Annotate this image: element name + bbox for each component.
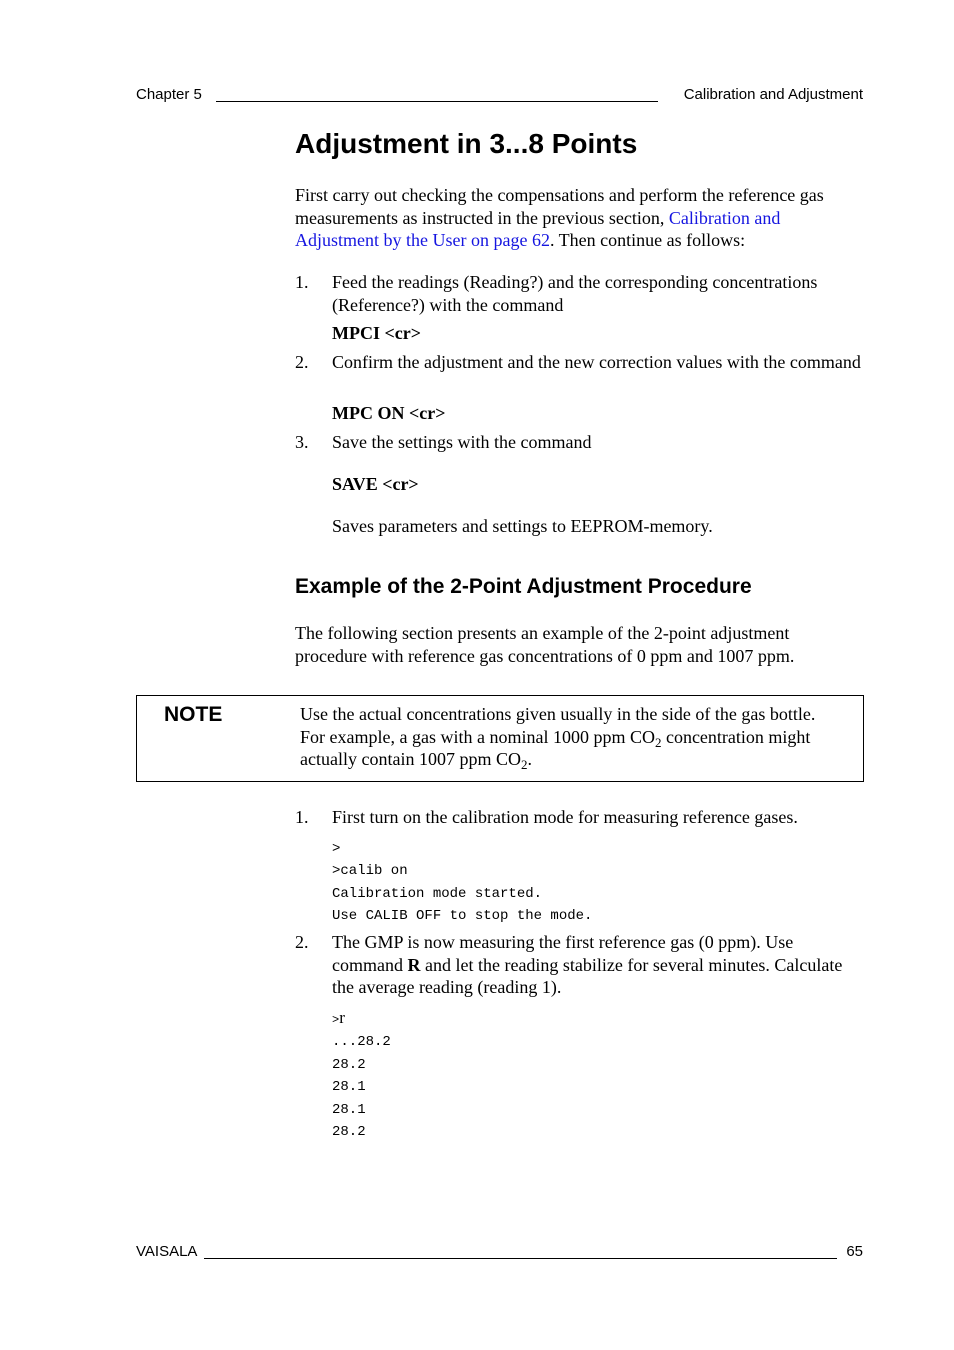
step-number: 1. [295, 807, 309, 827]
note-line: . [527, 749, 532, 769]
command-text: MPCI <cr> [332, 323, 421, 343]
intro-text: First carry out checking the compensations and perform the reference gas measurements as instructed in the previous section, [295, 185, 824, 228]
step-text-part: The GMP is now measuring the first reference gas (0 ppm). Use command [332, 932, 794, 975]
header-rule [216, 101, 658, 102]
prompt: > [332, 1013, 340, 1027]
note-line: Use the actual concentrations given usually in the side of the gas bottle. [300, 704, 816, 724]
page-number: 65 [846, 1243, 863, 1260]
step-text: Confirm the adjustment and the new correction values with the command [332, 352, 861, 372]
code-line: Use CALIB OFF to stop the mode. [332, 908, 593, 925]
prompt-command: r [339, 1008, 345, 1027]
code-line: Calibration mode started. [332, 885, 543, 902]
chapter-label: Chapter 5 [136, 86, 202, 103]
note-box [136, 695, 864, 782]
page-title: Adjustment in 3...8 Points [295, 128, 638, 159]
note-text [300, 703, 860, 771]
code-line: 28.2 [332, 1124, 366, 1141]
note-line: concentration might [661, 726, 811, 747]
step-number: 2. [295, 352, 309, 372]
step-text [332, 931, 865, 999]
cross-reference-link[interactable]: Calibration and Adjustment by the User on page 62 [295, 207, 781, 250]
section-label: Calibration and Adjustment [683, 86, 863, 103]
subscript: 2 [520, 757, 528, 772]
note-line: actually contain 1007 ppm CO [300, 749, 521, 769]
intro-text-end: . Then continue as follows: [549, 230, 746, 250]
page-header [136, 86, 863, 106]
intro-paragraph [295, 184, 865, 252]
step-text: First turn on the calibration mode for measuring reference gases. [332, 807, 798, 827]
command-text: MPC ON <cr> [332, 403, 446, 423]
code-line: >calib on [332, 863, 408, 880]
code-line: ...28.2 [332, 1034, 391, 1051]
code-line: 28.1 [332, 1079, 366, 1096]
footer-rule [204, 1258, 837, 1259]
step-text-part: and let the reading stabilize for several minutes. Calculate the average reading (reading 1). [332, 954, 843, 997]
command-text: SAVE <cr> [332, 474, 419, 494]
subscript: 2 [654, 734, 662, 750]
code-block [332, 1007, 391, 1143]
code-line: 28.2 [332, 1056, 366, 1073]
step-text: Save the settings with the command [332, 432, 592, 452]
code-line [332, 1007, 391, 1031]
note-line: For example, a gas with a nominal 1000 ppm CO [300, 726, 655, 747]
note-label: NOTE [164, 703, 223, 726]
step-note: Saves parameters and settings to EEPROM-memory. [332, 516, 713, 536]
code-line: > [332, 841, 341, 857]
code-line: 28.1 [332, 1101, 366, 1118]
page-footer [136, 1243, 863, 1263]
step-text: Feed the readings (Reading?) and the corresponding concentrations (Reference?) with the command [332, 272, 818, 315]
code-block [332, 838, 592, 928]
step-number: 1. [295, 272, 309, 292]
step-number: 3. [295, 432, 309, 452]
command-r: R [407, 954, 421, 975]
step-number: 2. [295, 932, 309, 952]
section-heading: Example of the 2-Point Adjustment Procedure [295, 575, 752, 598]
example-intro: The following section presents an example of the 2-point adjustment procedure with reference gas concentrations of 0 ppm and 1007 ppm. [295, 623, 795, 666]
brand-label: VAISALA [136, 1243, 198, 1260]
